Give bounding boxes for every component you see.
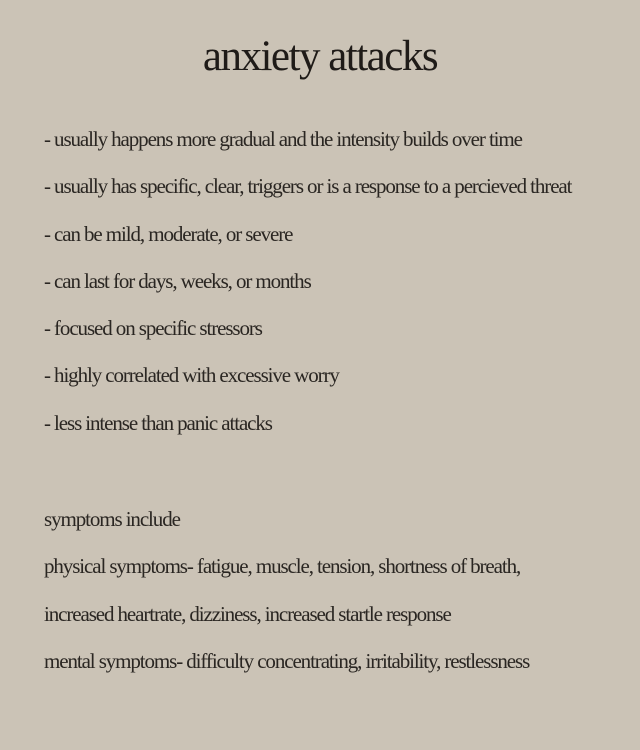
list-item: - focused on specific stressors <box>44 316 262 341</box>
page-title: anxiety attacks <box>202 33 438 80</box>
symptoms-section <box>44 504 634 693</box>
list-item: - less intense than panic attacks <box>44 410 272 435</box>
list-item: - highly correlated with excessive worry <box>44 363 339 388</box>
list-item: - can last for days, weeks, or months <box>44 268 311 293</box>
physical-symptoms-line-2: increased heartrate, dizziness, increased startle response <box>44 601 451 626</box>
list-item: - usually happens more gradual and the intensity builds over time <box>44 127 522 151</box>
physical-symptoms-line-1: physical symptoms- fatigue, muscle, tension, shortness of breath, <box>44 554 521 579</box>
list-item: - can be mild, moderate, or severe <box>44 221 293 246</box>
mental-symptoms: mental symptoms- difficulty concentrating, irritability, restlessness <box>44 648 530 673</box>
list-item: - usually has specific, clear, triggers or is a response to a percieved threat <box>44 174 572 199</box>
characteristics-list <box>44 124 634 455</box>
symptoms-heading: symptoms include <box>44 507 180 531</box>
